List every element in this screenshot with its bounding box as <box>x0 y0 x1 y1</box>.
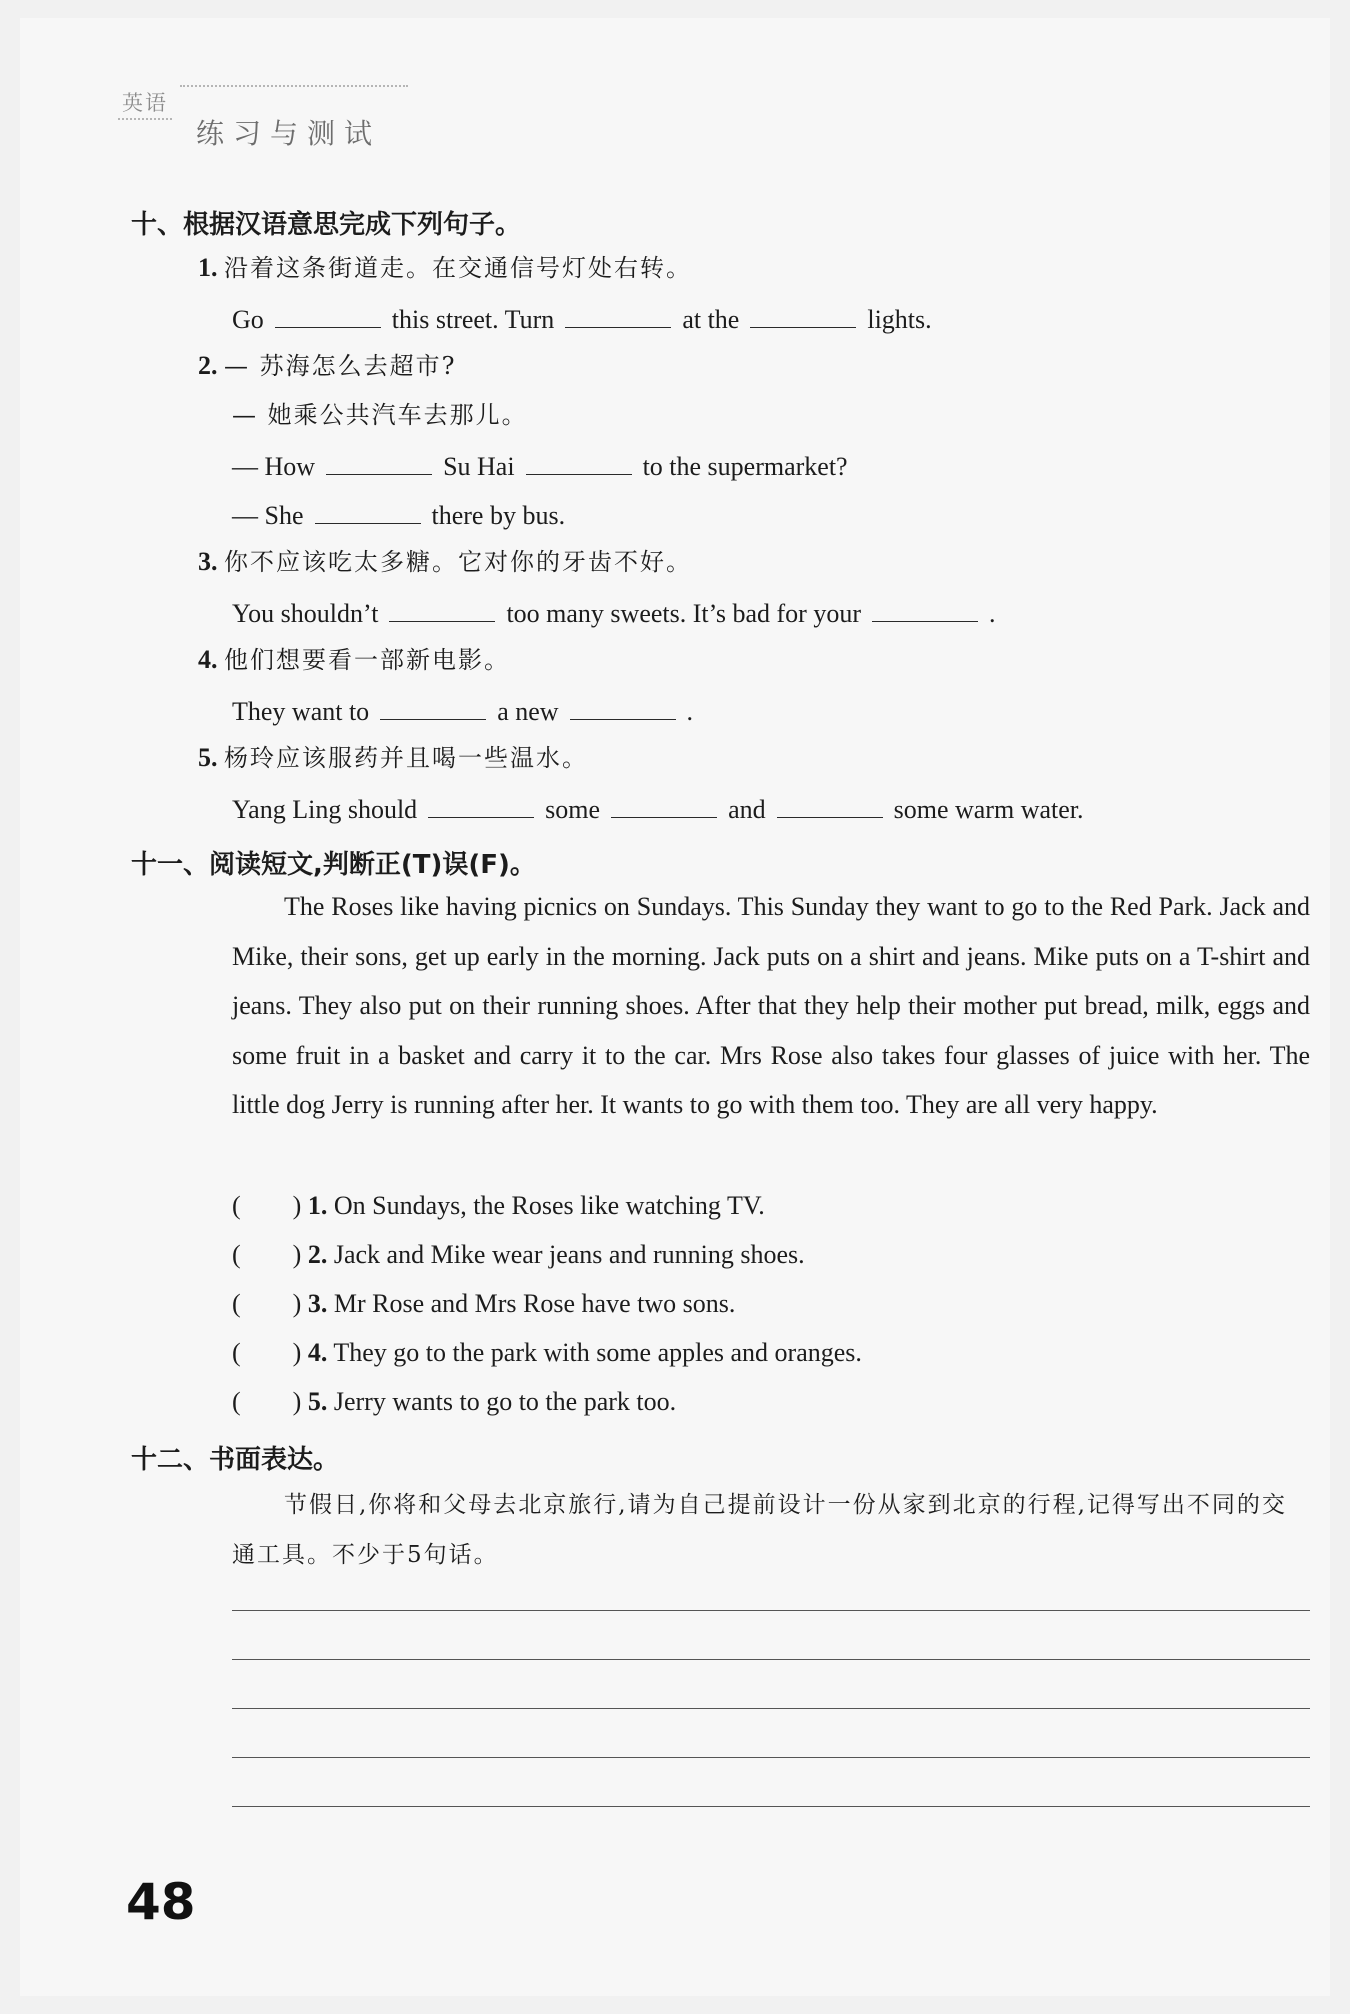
writing-line[interactable] <box>232 1806 1310 1807</box>
q10-2-english-1: — How Su Hai to the supermarket? <box>232 448 848 483</box>
q10-2-english-2: — She there by bus. <box>232 497 565 532</box>
q10-1-chinese: 1. 沿着这条街道走。在交通信号灯处右转。 <box>198 253 692 282</box>
page-number: 48 <box>126 1873 196 1931</box>
q10-2-chinese-answer: — 她乘公共汽车去那儿。 <box>232 401 528 429</box>
section-12-title: 十二、书面表达。 <box>131 1445 340 1475</box>
writing-line[interactable] <box>232 1757 1310 1758</box>
writing-line[interactable] <box>232 1708 1310 1709</box>
q10-5-chinese: 5. 杨玲应该服药并且喝一些温水。 <box>198 743 588 772</box>
answer-blank[interactable] <box>526 448 632 475</box>
answer-blank[interactable] <box>565 301 671 328</box>
answer-blank[interactable] <box>750 301 856 328</box>
q10-3-english: You shouldn’t too many sweets. It’s bad for your . <box>232 595 995 630</box>
answer-paren[interactable]: ( ) <box>232 1387 302 1416</box>
answer-paren[interactable]: ( ) <box>232 1338 302 1367</box>
answer-blank[interactable] <box>275 301 381 328</box>
statement-3: ( ) 3. Mr Rose and Mrs Rose have two sons. <box>232 1289 736 1318</box>
q10-5-english: Yang Ling should some and some warm water. <box>232 791 1084 826</box>
worksheet-page <box>20 18 1330 1996</box>
statement-4: ( ) 4. They go to the park with some apples and oranges. <box>232 1338 862 1367</box>
answer-blank[interactable] <box>389 595 495 622</box>
q10-4-english: They want to a new . <box>232 693 693 728</box>
writing-prompt: 节假日,你将和父母去北京旅行,请为自己提前设计一份从家到北京的行程,记得写出不同的交通工具。不少于5句话。 <box>232 1492 1287 1568</box>
section-11-title: 十一、阅读短文,判断正(T)误(F)。 <box>131 850 536 880</box>
answer-paren[interactable]: ( ) <box>232 1240 302 1269</box>
q10-4-chinese: 4. 他们想要看一部新电影。 <box>198 645 510 674</box>
statement-1: ( ) 1. On Sundays, the Roses like watching TV. <box>232 1191 765 1220</box>
q10-3-chinese: 3. 你不应该吃太多糖。它对你的牙齿不好。 <box>198 547 692 576</box>
section-10-title: 十、根据汉语意思完成下列句子。 <box>131 210 522 240</box>
answer-blank[interactable] <box>428 791 534 818</box>
statement-5: ( ) 5. Jerry wants to go to the park too. <box>232 1387 677 1416</box>
answer-blank[interactable] <box>570 693 676 720</box>
q10-1-english: Go this street. Turn at the lights. <box>232 301 932 336</box>
answer-paren[interactable]: ( ) <box>232 1289 302 1318</box>
book-title: 练习与测试 <box>196 117 382 150</box>
answer-blank[interactable] <box>380 693 486 720</box>
answer-blank[interactable] <box>872 595 978 622</box>
writing-line[interactable] <box>232 1610 1310 1611</box>
answer-blank[interactable] <box>777 791 883 818</box>
answer-blank[interactable] <box>611 791 717 818</box>
subject-label: 英语 <box>118 86 172 120</box>
reading-passage: The Roses like having picnics on Sundays. This Sunday they want to go to the Red Park. Jack and Mike, their sons, get up early in the morning. Jack puts on a shirt and jeans. Mike puts on a T-shirt and jeans. They also put on their running shoes. After that they help their mother put bread, milk, eggs and some fruit in a basket and carry it to the car. Mrs Rose also takes four glasses of juice with her. The little dog Jerry is running after her. It wants to go with them too. They are all very happy. <box>232 892 1310 1119</box>
answer-paren[interactable]: ( ) <box>232 1191 302 1220</box>
q10-2-chinese: 2. — 苏海怎么去超市? <box>198 351 457 380</box>
answer-blank[interactable] <box>315 497 421 524</box>
statement-2: ( ) 2. Jack and Mike wear jeans and running shoes. <box>232 1240 805 1269</box>
header-rule <box>180 85 408 87</box>
writing-line[interactable] <box>232 1659 1310 1660</box>
answer-blank[interactable] <box>326 448 432 475</box>
